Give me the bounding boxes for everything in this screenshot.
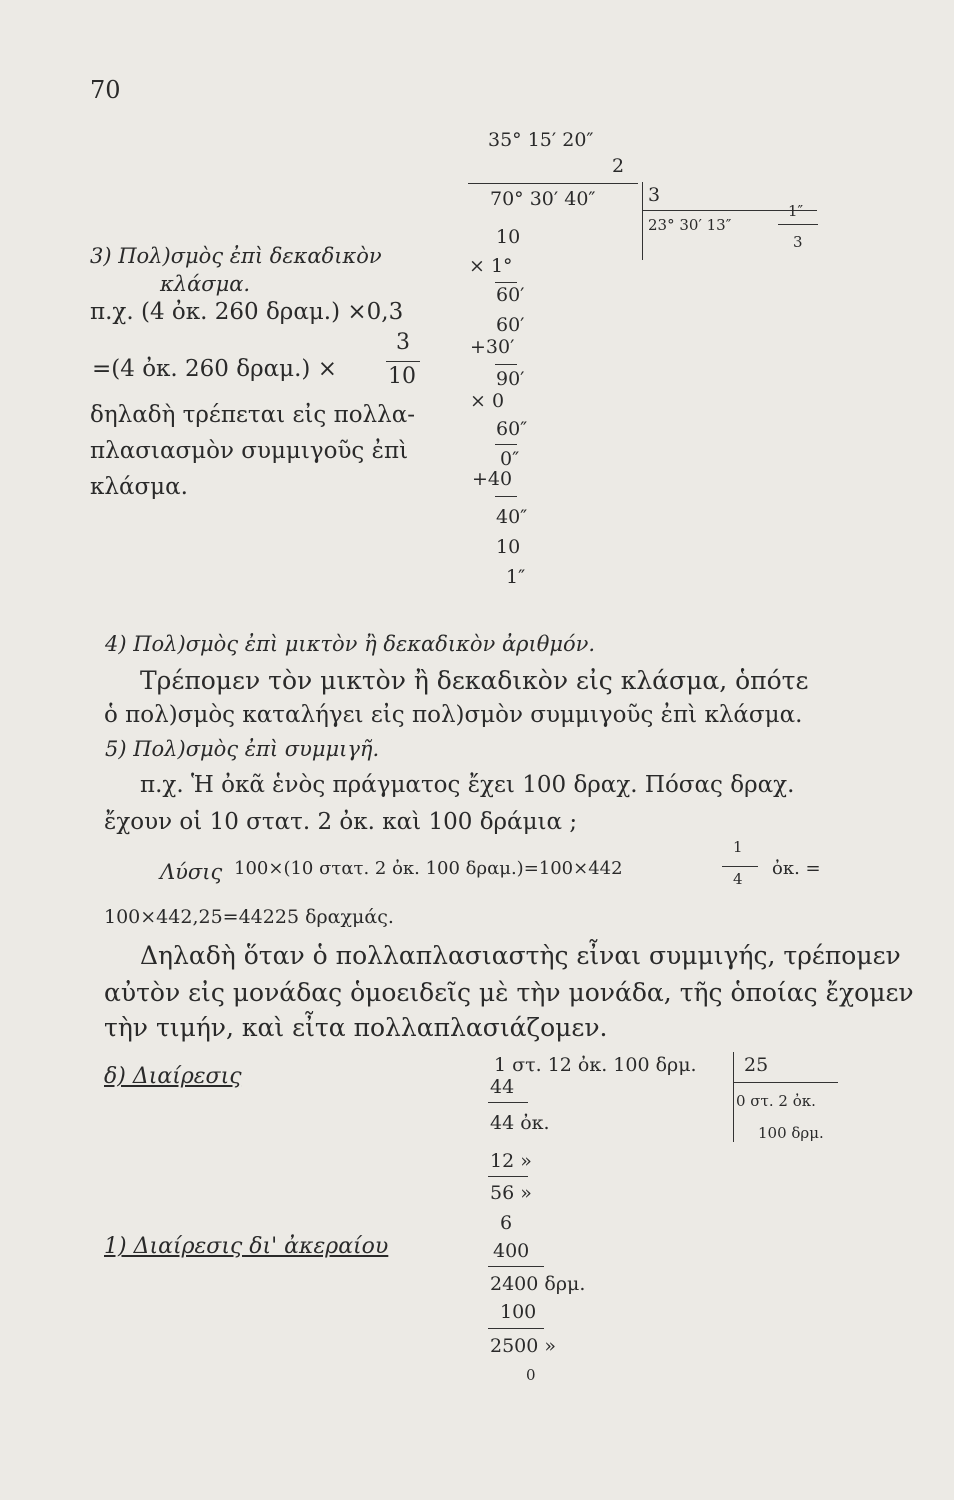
division-subheading-text: 1) Διαίρεσις δι' ἀκεραίου xyxy=(104,1234,389,1259)
division-step-rule xyxy=(488,1176,528,1177)
section3-frac-num: 3 xyxy=(396,330,410,355)
section5-body-line: Δηλαδὴ ὅταν ὁ πολλαπλασιαστὴς εἶναι συμμιγής, τρέπομεν xyxy=(140,941,901,970)
division-divisor: 25 xyxy=(744,1054,769,1076)
section5-result: 100×442,25=44225 δραχμάς. xyxy=(104,906,394,928)
section3-frac-den: 10 xyxy=(388,364,416,389)
calc-row1: 35° 15′ 20″ xyxy=(488,129,594,151)
calc-frac-num: 1″ xyxy=(788,202,804,220)
section5-solution-label: Λύσις xyxy=(160,860,223,884)
division-dividend: 1 στ. 12 ὀκ. 100 δρμ. xyxy=(494,1054,697,1076)
calc-step: × 1° xyxy=(469,255,513,277)
calc-divider xyxy=(642,182,643,260)
section3-note-line: κλάσμα. xyxy=(90,474,188,500)
division-step: 56 » xyxy=(490,1182,532,1204)
division-step: 2500 » xyxy=(490,1335,557,1357)
section4-heading: 4) Πολ)σμὸς ἐπὶ μικτὸν ἢ δεκαδικὸν ἀριθμόν. xyxy=(105,632,596,656)
calc-quotient: 23° 30′ 13″ xyxy=(648,216,732,234)
calc-step: 10 xyxy=(496,226,521,248)
calc-step-rule xyxy=(495,282,517,283)
division-quotient-line: 0 στ. 2 ὀκ. xyxy=(736,1092,816,1110)
division-step: 44 xyxy=(490,1076,515,1098)
division-step: 44 ὀκ. xyxy=(490,1112,550,1134)
section3-note-line: πλασιασμὸν συμμιγοῦς ἐπὶ xyxy=(90,438,409,464)
calc-step-rule xyxy=(495,496,517,497)
calc-divisor: 3 xyxy=(648,184,661,206)
section5-example-cont: ἔχουν οἱ 10 στατ. 2 ὀκ. καὶ 100 δράμια ; xyxy=(104,809,578,835)
section5-example: π.χ. Ἡ ὀκᾶ ἑνὸς πράγματος ἔχει 100 δραχ. Πόσας δραχ. xyxy=(140,772,795,798)
calc-step: 60′ xyxy=(496,284,525,306)
division-step: 400 xyxy=(493,1240,530,1262)
section3-example: π.χ. (4 ὀκ. 260 δραμ.) ×0,3 xyxy=(90,299,404,325)
division-divisor-rule xyxy=(733,1082,838,1083)
section3-heading: 3) Πολ)σμὸς ἐπὶ δεκαδικὸν xyxy=(90,244,382,268)
division-step: 12 » xyxy=(490,1150,532,1172)
calc-frac-bar xyxy=(778,224,818,225)
calc-step: +40 xyxy=(472,468,513,490)
division-heading xyxy=(104,1066,242,1088)
section5-frac-bar xyxy=(722,866,758,867)
calc-step-rule xyxy=(495,364,517,365)
division-heading-text: δ) Διαίρεσις xyxy=(104,1064,242,1089)
division-step: 6 xyxy=(500,1212,513,1234)
section5-frac-den: 4 xyxy=(733,870,743,888)
calc-step-rule xyxy=(495,444,517,445)
division-step: 2400 δρμ. xyxy=(490,1273,586,1295)
calc-step: 10 xyxy=(496,536,521,558)
calc-step: 40″ xyxy=(496,506,528,528)
calc-step: +30′ xyxy=(470,336,515,358)
division-step-rule xyxy=(488,1266,544,1267)
section3-heading-cont: κλάσμα. xyxy=(160,272,251,296)
section5-body-line: αὐτὸν εἰς μονάδας ὁμοειδεῖς μὲ τὴν μονάδα, τῆς ὁποίας ἔχομεν xyxy=(104,978,914,1007)
calc-step: 90′ xyxy=(496,368,525,390)
calc-rule xyxy=(468,183,638,184)
division-divider xyxy=(733,1052,734,1142)
calc-multiplier: 2 xyxy=(612,155,625,177)
calc-step: 60″ xyxy=(496,418,528,440)
calc-frac-den: 3 xyxy=(793,233,803,251)
division-quotient-line: 100 δρμ. xyxy=(758,1124,824,1142)
section3-note-line: δηλαδὴ τρέπεται εἰς πολλα- xyxy=(90,402,415,428)
calc-step: × 0 xyxy=(470,390,505,412)
section3-example-cont: =(4 ὀκ. 260 δραμ.) × xyxy=(92,356,337,382)
calc-row2: 70° 30′ 40″ xyxy=(490,188,596,210)
division-step-rule xyxy=(488,1102,528,1103)
division-subheading xyxy=(104,1236,388,1258)
division-step: 100 xyxy=(500,1301,537,1323)
section4-body-line: ὁ πολ)σμὸς καταλήγει εἰς πολ)σμὸν συμμιγοῦς ἐπὶ κλάσμα. xyxy=(104,702,803,728)
division-step-rule xyxy=(488,1328,544,1329)
section5-body-line: τὴν τιμήν, καὶ εἶτα πολλαπλασιάζομεν. xyxy=(104,1013,608,1042)
section5-heading: 5) Πολ)σμὸς ἐπὶ συμμιγῆ. xyxy=(105,737,380,761)
calc-step: 1″ xyxy=(506,566,526,588)
section5-solution-tail: ὀκ. = xyxy=(772,858,821,879)
section5-solution: 100×(10 στατ. 2 ὀκ. 100 δραμ.)=100×442 xyxy=(234,858,623,879)
calc-step: 60′ xyxy=(496,314,525,336)
page-number: 70 xyxy=(90,76,121,104)
section3-frac-bar xyxy=(386,361,420,362)
calc-step: 0″ xyxy=(500,448,520,470)
division-step: 0 xyxy=(526,1366,536,1384)
section4-body-line: Τρέπομεν τὸν μικτὸν ἢ δεκαδικὸν εἰς κλάσμα, ὁπότε xyxy=(140,666,809,695)
section5-frac-num: 1 xyxy=(733,838,743,856)
